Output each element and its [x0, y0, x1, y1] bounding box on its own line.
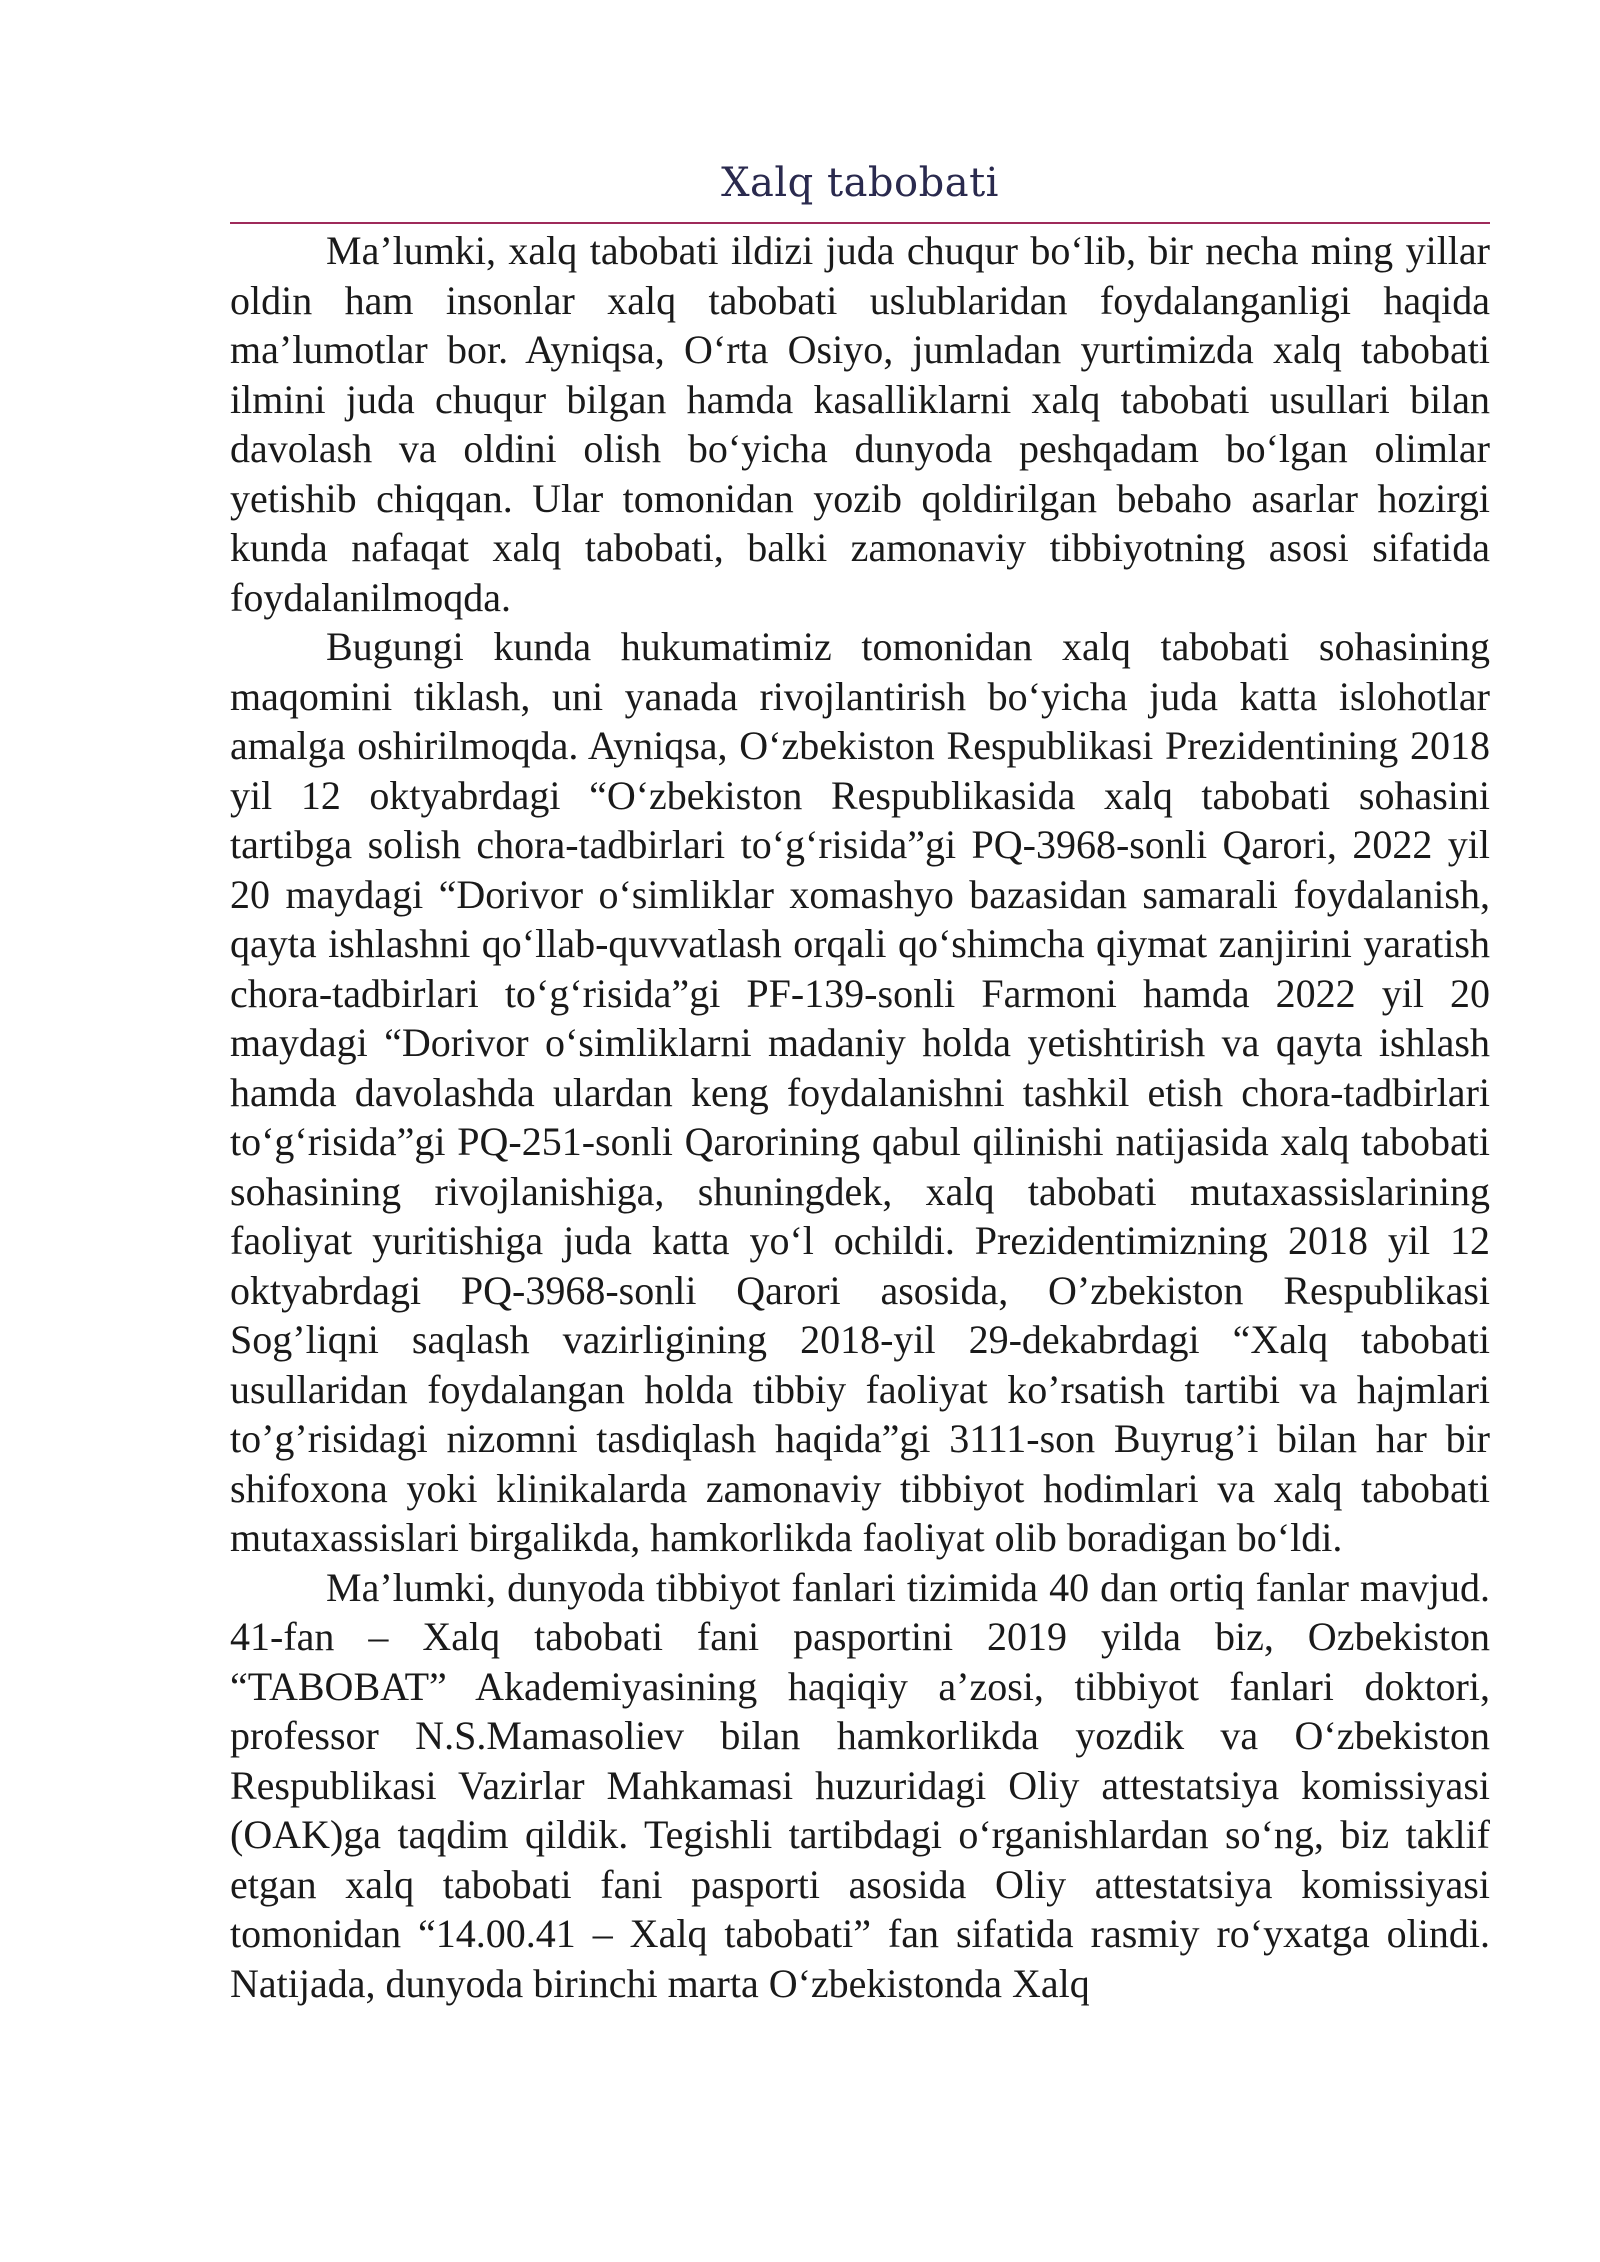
page-header [230, 155, 1490, 211]
page-title: Xalq tabobati [721, 160, 999, 206]
paragraph-3: Ma’lumki, dunyoda tibbiyot fanlari tizimida 40 dan ortiq fanlar mavjud. 41-fan – Xalq tabobati fani pasportini 2019 yilda biz, Ozbekiston “TABOBAT” Akademiyasining haqiqiy a’zosi, tibbiyot fanlari doktori, professor N.S.Mamasoliev bilan hamkorlikda yozdik va O‘zbekiston Respublikasi Vazirlar Mahkamasi huzuridagi Oliy attestatsiya komissiyasi (OAK)ga taqdim qildik. Tegishli tartibdagi o‘rganishlardan so‘ng, biz taklif etgan xalq tabobati fani pasporti asosida Oliy attestatsiya komissiyasi tomonidan “14.00.41 – Xalq tabobati” fan sifatida rasmiy ro‘yxatga olindi. Natijada, dunyoda birinchi marta O‘zbekistonda Xalq [230, 1564, 1490, 2006]
document-body [230, 226, 1490, 2008]
paragraph-2: Bugungi kunda hukumatimiz tomonidan xalq tabobati sohasining maqomini tiklash, uni yanada rivojlantirish bo‘yicha juda katta islohotlar amalga oshirilmoqda. Ayniqsa, O‘zbekiston Respublikasi Prezidentining 2018 yil 12 oktyabrdagi “O‘zbekiston Respublikasida xalq tabobati sohasini tartibga solish chora-tadbirlari to‘g‘risida”gi PQ-3968-sonli Qarori, 2022 yil 20 maydagi “Dorivor o‘simliklar xomashyo bazasidan samarali foydalanish, qayta ishlashni qo‘llab-quvvatlash orqali qo‘shimcha qiymat zanjirini yaratish chora-tadbirlari to‘g‘risida”gi PF-139-sonli Farmoni hamda 2022 yil 20 maydagi “Dorivor o‘simliklarni madaniy holda yetishtirish va qayta ishlash hamda davolashda ulardan keng foydalanishni tashkil etish chora-tadbirlari to‘g‘risida”gi PQ-251-sonli Qarorining qabul qilinishi natijasida xalq tabobati sohasining rivojlanishiga, shuningdek, xalq tabobati mutaxassislarining faoliyat yuritishiga juda katta yo‘l ochildi. Prezidentimizning 2018 yil 12 oktyabrdagi PQ-3968-sonli Qarori asosida, O’zbekiston Respublikasi Sog’liqni saqlash vazirligining 2018-yil 29-dekabrdagi “Xalq tabobati usullaridan foydalangan holda tibbiy faoliyat ko’rsatish tartibi va hajmlari to’g’risidagi nizomni tasdiqlash haqida”gi 3111-son Buyrug’i bilan har bir shifoxona yoki klinikalarda zamonaviy tibbiyot hodimlari va xalq tabobati mutaxassislari birgalikda, hamkorlikda faoliyat olib boradigan bo‘ldi. [230, 624, 1490, 1560]
title-divider [230, 222, 1490, 224]
paragraph-1: Ma’lumki, xalq tabobati ildizi juda chuqur bo‘lib, bir necha ming yillar oldin ham insonlar xalq tabobati uslublaridan foydalanganligi haqida ma’lumotlar bor. Ayniqsa, O‘rta Osiyo, jumladan yurtimizda xalq tabobati ilmini juda chuqur bilgan hamda kasalliklarni xalq tabobati usullari bilan davolash va oldini olish bo‘yicha dunyoda peshqadam bo‘lgan olimlar yetishib chiqqan. Ular tomonidan yozib qoldirilgan bebaho asarlar hozirgi kunda nafaqat xalq tabobati, balki zamonaviy tibbiyotning asosi sifatida foydalanilmoqda. [230, 228, 1490, 620]
